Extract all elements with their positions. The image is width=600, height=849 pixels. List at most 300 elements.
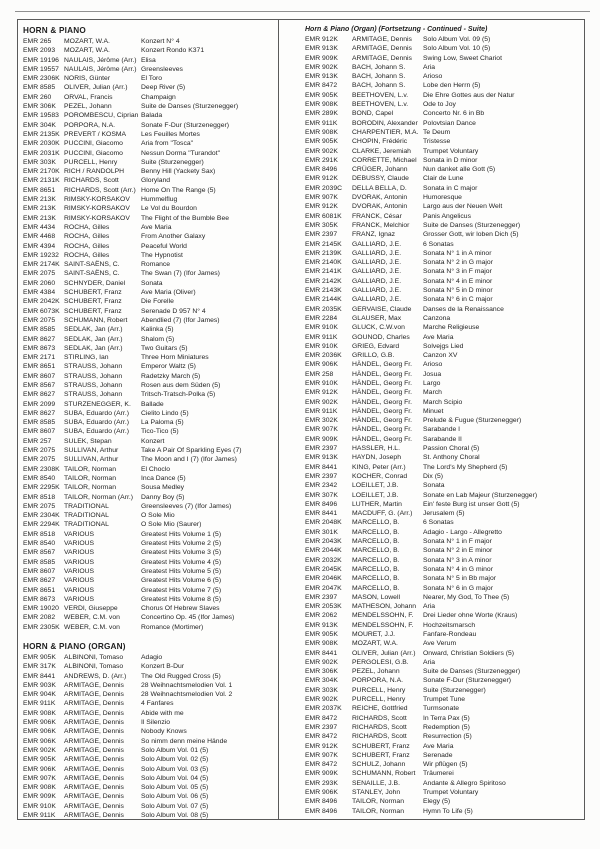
row-title: 6 Sonatas [423, 519, 454, 527]
row-title: Home On The Range (5) [141, 186, 216, 194]
row-title: Greatest Hits Volume 3 (5) [141, 549, 222, 557]
row-title: Suite de Danses (Sturzenegger) [423, 668, 521, 676]
row-ref: EMR 2043K [305, 538, 342, 546]
row-title: Sonata N° 1 in F major [423, 538, 492, 546]
row-title: El Toro [141, 75, 163, 83]
catalog-row [305, 379, 581, 388]
catalog-row [305, 425, 581, 434]
row-composer: ARMITAGE, Dennis [352, 36, 412, 43]
catalog-row [305, 463, 581, 472]
row-title: Le Vol du Bourdon [141, 205, 197, 213]
row-ref: EMR 8651 [23, 363, 56, 371]
catalog-row [305, 546, 581, 555]
row-ref: EMR 911K [305, 333, 338, 341]
row-composer: HÄNDEL, Georg Fr. [352, 370, 413, 378]
row-ref: EMR 19020 [23, 605, 59, 613]
catalog-row [23, 242, 275, 251]
row-ref: EMR 19196 [23, 56, 59, 64]
catalog-row [23, 539, 275, 548]
row-composer: ROCHA, Gilles [64, 233, 110, 241]
catalog-row [23, 102, 275, 111]
row-title: Onward, Christian Soldiers (5) [423, 649, 515, 657]
row-ref: EMR 902K [305, 696, 338, 704]
horn-piano-rows [23, 37, 275, 632]
row-composer: VERDI, Giuseppe [64, 605, 118, 613]
row-composer: VARIOUS [64, 595, 95, 603]
row-ref: EMR 902K [305, 658, 338, 666]
catalog-row [305, 128, 581, 137]
row-title: Resurrection (5) [423, 733, 472, 741]
catalog-row [23, 746, 275, 755]
row-title: Sonata N° 4 in E minor [423, 277, 493, 285]
row-composer: DVORAK, Antonin [352, 203, 408, 211]
row-ref: EMR 910K [23, 802, 56, 810]
row-ref: EMR 905K [23, 756, 56, 764]
row-title: Konzert Rondo K371 [141, 47, 205, 55]
row-ref: EMR 19583 [23, 112, 59, 120]
catalog-row [23, 437, 275, 446]
row-composer: BEETHOVEN, L.v. [352, 101, 409, 109]
row-composer: SEDLAK, Jan (Arr.) [64, 326, 123, 334]
row-ref: EMR 2082 [23, 614, 56, 622]
row-ref: EMR 907K [23, 774, 56, 782]
row-composer: SEDLAK, Jan (Arr.) [64, 335, 123, 343]
catalog-row [23, 307, 275, 316]
catalog-row [23, 186, 275, 195]
row-title: Panis Angelicus [423, 212, 471, 220]
row-ref: EMR 8585 [23, 419, 56, 427]
row-ref: EMR 910K [305, 324, 338, 332]
row-ref: EMR 291K [305, 156, 338, 164]
row-composer: ARMITAGE, Dennis [64, 746, 124, 754]
row-composer: SCHNYDER, Daniel [64, 279, 126, 287]
row-composer: ARMITAGE, Dennis [64, 756, 124, 764]
row-composer: SCHUBERT, Franz [64, 289, 122, 297]
row-composer: LUTHER, Martin [352, 500, 402, 508]
row-ref: EMR 902K [305, 63, 338, 71]
row-ref: EMR 2397 [305, 231, 338, 239]
catalog-row [23, 520, 275, 529]
catalog-row [305, 230, 581, 239]
row-title: Radetzky March (5) [141, 372, 201, 380]
row-title: 28 Weihnachtsmelodien Vol. 2 [141, 691, 233, 699]
catalog-row [305, 184, 581, 193]
row-ref: EMR 2304K [23, 512, 60, 520]
row-ref: EMR 902K [23, 746, 56, 754]
catalog-row [305, 695, 581, 704]
row-composer: ARMITAGE, Dennis [64, 765, 124, 773]
row-composer: PEZEL, Johann [64, 103, 112, 111]
row-ref: EMR 8651 [23, 186, 56, 194]
right-column [279, 20, 584, 819]
catalog-row [23, 158, 275, 167]
catalog-row [23, 390, 275, 399]
catalog-row [23, 344, 275, 353]
row-composer: MARCELLO, B. [352, 528, 400, 536]
row-ref: EMR 301K [305, 528, 338, 536]
row-composer: MOZART, W.A. [64, 47, 110, 55]
row-composer: VARIOUS [64, 567, 95, 575]
row-ref: EMR 2145K [305, 240, 342, 248]
row-ref: EMR 213K [23, 214, 56, 222]
row-composer: ALBINONI, Tomaso [64, 654, 124, 661]
row-composer: KING, Peter (Arr.) [352, 463, 406, 471]
row-ref: EMR 906K [23, 737, 56, 745]
row-title: Solo Album Vol. 05 (5) [141, 784, 209, 792]
catalog-row [305, 704, 581, 713]
row-ref: EMR 913K [305, 621, 338, 629]
catalog-row [305, 500, 581, 509]
row-composer: MOURET, J.J. [352, 631, 396, 638]
catalog-row [23, 214, 275, 223]
catalog-row [23, 623, 275, 632]
catalog-row [305, 44, 581, 53]
row-ref: EMR 317K [23, 663, 56, 671]
row-composer: KOCHER, Conrad [352, 472, 408, 480]
row-title: Solo Album Vol. 10 (5) [423, 45, 491, 53]
row-ref: EMR 2039C [305, 184, 343, 192]
catalog-row [23, 400, 275, 409]
catalog-row [23, 139, 275, 148]
row-composer: PURCELL, Henry [64, 158, 118, 166]
catalog-row [305, 156, 581, 165]
catalog-row [305, 537, 581, 546]
row-ref: EMR 2308K [23, 465, 60, 473]
row-ref: EMR 8585 [23, 326, 56, 334]
row-title: Minuet [423, 407, 444, 415]
row-composer: GERVAISE, Claude [352, 305, 412, 313]
catalog-row [305, 72, 581, 81]
row-ref: EMR 2295K [23, 484, 60, 492]
row-title: Dix (5) [423, 472, 444, 480]
row-composer: DVORAK, Antonin [352, 194, 408, 202]
row-title: Humoresque [423, 194, 462, 202]
row-title: Marche Religieuse [423, 324, 480, 332]
row-title: Ballade [141, 400, 164, 408]
row-ref: EMR 2032K [305, 556, 342, 564]
row-title: Peaceful World [141, 242, 187, 250]
row-composer: MOZART, W.A. [64, 38, 110, 45]
row-ref: EMR 2397 [305, 723, 338, 731]
row-title: Il Silenzio [141, 719, 171, 727]
row-ref: EMR 8472 [305, 761, 338, 769]
row-title: Solvejgs Lied [423, 342, 464, 350]
row-title: Greatest Hits Volume 1 (5) [141, 530, 222, 538]
row-title: Sonata N° 2 in E minor [423, 547, 493, 555]
row-title: Take A Pair Of Sparkling Eyes (7) [141, 447, 242, 455]
catalog-row [305, 528, 581, 537]
row-composer: LOEILLET, J.B. [352, 482, 399, 490]
row-title: Passion Choral (5) [423, 445, 480, 453]
row-composer: ARMITAGE, Dennis [64, 802, 124, 810]
row-composer: VARIOUS [64, 540, 95, 548]
row-title: Greensleeves [141, 65, 183, 73]
catalog-row [305, 63, 581, 72]
row-ref: EMR 8627 [23, 391, 56, 399]
catalog-row [23, 576, 275, 585]
row-composer: CLARKE, Jeremiah [352, 147, 411, 155]
row-ref: EMR 2060 [23, 279, 56, 287]
row-composer: GALLIARD, J.E. [352, 296, 402, 304]
row-ref: EMR 4434 [23, 223, 56, 231]
row-title: Aria [423, 658, 436, 666]
row-ref: EMR 2037K [305, 705, 342, 713]
row-title: Solo Album Vol. 04 (5) [141, 774, 209, 782]
row-composer: STIRLING, Ian [64, 354, 109, 362]
row-composer: GLUCK, C.W.von [352, 324, 405, 332]
row-composer: ARMITAGE, Dennis [64, 728, 124, 736]
catalog-row [23, 409, 275, 418]
row-ref: EMR 2170K [23, 168, 60, 176]
row-composer: SAINT-SAËNS, C. [64, 261, 120, 269]
catalog-row [305, 249, 581, 258]
catalog-row [305, 100, 581, 109]
row-title: Clair de Lune [423, 175, 464, 183]
row-ref: EMR 905K [23, 654, 56, 661]
row-title: Solo Album Vol. 08 (5) [141, 812, 209, 819]
row-composer: MARCELLO, B. [352, 519, 400, 527]
row-title: Tristesse [423, 138, 451, 146]
row-ref: EMR 8518 [23, 530, 56, 538]
row-title: Romance (Mortimer) [141, 623, 204, 631]
catalog-row [23, 774, 275, 783]
catalog-row [305, 221, 581, 230]
row-composer: TAILOR, Norman [64, 465, 116, 473]
row-title: Abendlied (7) (Ifor James) [141, 316, 220, 324]
row-composer: MENDELSSOHN, F. [352, 621, 414, 629]
row-composer: RIMSKY-KORSAKOV [64, 205, 130, 213]
row-composer: OLIVER, Julian (Arr.) [64, 84, 128, 92]
row-ref: EMR 8585 [23, 558, 56, 566]
catalog-row [305, 416, 581, 425]
catalog-row [305, 333, 581, 342]
catalog-row [23, 149, 275, 158]
row-composer: SUBA, Eduardo (Arr.) [64, 409, 129, 417]
row-composer: HAYDN, Joseph [352, 454, 401, 462]
row-composer: VARIOUS [64, 549, 95, 557]
row-title: Sonate en Lab Majeur (Sturzenegger) [423, 491, 538, 499]
catalog-row [23, 288, 275, 297]
horn-piano-organ-rows [23, 653, 275, 819]
row-ref: EMR 913K [305, 454, 338, 462]
row-ref: EMR 306K [23, 103, 56, 111]
row-ref: EMR 8441 [23, 672, 56, 680]
continuation-header: Horn & Piano (Organ) (Fortsetzung - Continued - Suite) [305, 26, 488, 33]
row-title: The Flight of the Bumble Bee [141, 214, 230, 222]
row-title: Greatest Hits Volume 2 (5) [141, 540, 222, 548]
row-title: The Old Rugged Cross (5) [141, 672, 221, 680]
row-composer: ARMITAGE, Dennis [64, 784, 124, 792]
row-composer: ARMITAGE, Dennis [64, 700, 124, 708]
row-composer: NORIS, Günter [64, 75, 111, 83]
row-composer: HÄNDEL, Georg Fr. [352, 426, 413, 434]
row-title: Swing Low, Sweet Chariot [423, 54, 502, 62]
catalog-row [23, 204, 275, 213]
row-composer: MENDELSSOHN, F. [352, 612, 414, 620]
row-ref: EMR 911K [305, 407, 338, 415]
row-composer: SCHUMANN, Robert [64, 316, 128, 324]
catalog-row [23, 176, 275, 185]
row-composer: ARMITAGE, Dennis [352, 45, 412, 53]
row-composer: MARCELLO, B. [352, 575, 400, 583]
row-composer: ARMITAGE, Dennis [64, 719, 124, 727]
row-ref: EMR 2294K [23, 521, 60, 529]
catalog-row [23, 737, 275, 746]
row-title: Greatest Hits Volume 6 (5) [141, 577, 222, 585]
catalog-row [23, 595, 275, 604]
row-title: So nimm denn meine Hände [141, 737, 228, 745]
row-ref: EMR 2075 [23, 456, 56, 464]
row-title: Nearer, My God, To Thee (5) [423, 593, 510, 601]
catalog-row [305, 81, 581, 90]
catalog-row [23, 93, 275, 102]
row-ref: EMR 912K [305, 742, 338, 750]
row-ref: EMR 260 [23, 93, 52, 101]
catalog-row [305, 212, 581, 221]
row-composer: RICHARDS, Scott [64, 177, 119, 185]
catalog-row [305, 305, 581, 314]
row-title: Konzert N° 4 [141, 38, 180, 45]
row-title: El Choclo [141, 465, 171, 473]
row-ref: EMR 304K [23, 121, 56, 129]
section-header-horn-piano-organ: HORN & PIANO (ORGAN) [23, 642, 126, 651]
row-composer: BOND, Capel [352, 110, 394, 118]
row-title: Wir pflügen (5) [423, 761, 468, 769]
row-composer: REICHE, Gottfried [352, 705, 408, 713]
row-ref: EMR 2171 [23, 354, 56, 362]
catalog-row [23, 46, 275, 55]
row-ref: EMR 908K [23, 784, 56, 792]
row-composer: PREVERT / KOSMA [64, 130, 127, 138]
row-composer: VARIOUS [64, 530, 95, 538]
row-title: Ave Maria [141, 223, 172, 231]
row-composer: SUBA, Eduardo (Arr.) [64, 419, 129, 427]
row-ref: EMR 8518 [23, 493, 56, 501]
row-ref: EMR 8567 [23, 549, 56, 557]
catalog-row [23, 37, 275, 46]
row-title: Suite (Sturzenegger) [423, 686, 486, 694]
row-title: The Lord's My Shepherd (5) [423, 463, 508, 471]
catalog-row [305, 323, 581, 332]
row-ref: EMR 905K [305, 91, 338, 99]
catalog-row [23, 727, 275, 736]
catalog-row [305, 202, 581, 211]
row-title: Kalinka (5) [141, 326, 174, 334]
catalog-row [305, 472, 581, 481]
row-title: Sonata N° 5 in Bb major [423, 575, 496, 583]
catalog-row [305, 732, 581, 741]
row-ref: EMR 910K [305, 342, 338, 350]
catalog-row [305, 574, 581, 583]
row-title: Aria [423, 63, 436, 71]
row-title: Nobody Knows [141, 728, 187, 736]
row-composer: SULEK, Stepan [64, 437, 112, 445]
catalog-row [23, 718, 275, 727]
catalog-row [23, 765, 275, 774]
row-composer: GALLIARD, J.E. [352, 249, 402, 257]
catalog-row [305, 35, 581, 44]
row-ref: EMR 904K [23, 691, 56, 699]
row-ref: EMR 2305K [23, 623, 60, 631]
catalog-row [305, 611, 581, 620]
catalog-row [23, 502, 275, 511]
row-ref: EMR 8651 [23, 586, 56, 594]
row-title: Redemption (5) [423, 723, 470, 731]
row-ref: EMR 2140K [305, 259, 342, 267]
row-title: Solo Album Vol. 03 (5) [141, 765, 209, 773]
row-ref: EMR 289K [305, 110, 338, 118]
row-composer: STRAUSS, Johann [64, 391, 123, 399]
catalog-row [305, 193, 581, 202]
row-title: Serenade [423, 751, 453, 759]
catalog-row [23, 325, 275, 334]
row-composer: SCHUBERT, Franz [64, 298, 122, 306]
catalog-row [305, 714, 581, 723]
row-title: Tico-Tico (5) [141, 428, 179, 436]
catalog-row [305, 370, 581, 379]
row-ref: EMR 913K [305, 73, 338, 81]
catalog-row [23, 681, 275, 690]
row-title: Adagio - Largo - Allegretto [423, 528, 502, 536]
catalog-row [305, 109, 581, 118]
row-ref: EMR 906K [23, 719, 56, 727]
row-composer: NAULAIS, Jérôme (Arr.) [64, 65, 137, 73]
row-composer: STANLEY, John [352, 789, 401, 797]
row-composer: ROCHA, Gilles [64, 242, 110, 250]
row-ref: EMR 908K [305, 128, 338, 136]
row-composer: POROMBESCU, Ciprian [64, 112, 139, 120]
row-ref: EMR 2053K [305, 603, 342, 611]
row-title: Sonata N° 4 in G minor [423, 565, 493, 573]
catalog-row [305, 119, 581, 128]
catalog-row [23, 297, 275, 306]
row-title: Champaign [141, 93, 176, 101]
catalog-row [305, 686, 581, 695]
catalog-row [23, 269, 275, 278]
catalog-row [23, 362, 275, 371]
row-title: Suite de Danses (Sturzenegger) [423, 221, 521, 229]
row-title: Nun danket alle Gott (5) [423, 166, 496, 174]
catalog-row [305, 453, 581, 462]
row-composer: WEBER, C.M. von [64, 623, 120, 631]
catalog-row [305, 286, 581, 295]
row-ref: EMR 8607 [23, 567, 56, 575]
row-composer: GALLIARD, J.E. [352, 240, 402, 248]
catalog-row [305, 797, 581, 806]
row-ref: EMR 2062 [305, 612, 338, 620]
row-ref: EMR 2342 [305, 482, 338, 490]
row-ref: EMR 905K [305, 631, 338, 638]
row-composer: SCHUBERT, Franz [352, 751, 410, 759]
row-title: Polovtsian Dance [423, 119, 476, 127]
row-title: Konzert B-Dur [141, 663, 185, 671]
catalog-row [23, 474, 275, 483]
row-title: Greatest Hits Volume 5 (5) [141, 567, 222, 575]
row-composer: ARMITAGE, Dennis [64, 774, 124, 782]
row-ref: EMR 257 [23, 437, 52, 445]
catalog-row [23, 511, 275, 520]
row-ref: EMR 910K [305, 379, 338, 387]
catalog-row [23, 130, 275, 139]
row-title: Sonata N° 6 in G major [423, 584, 493, 592]
row-ref: EMR 2044K [305, 547, 342, 555]
row-composer: ARMITAGE, Dennis [64, 681, 124, 689]
row-composer: MARCELLO, B. [352, 547, 400, 555]
catalog-row [23, 455, 275, 464]
catalog-row [23, 530, 275, 539]
row-title: Träumerei [423, 770, 454, 778]
catalog-row [23, 251, 275, 260]
